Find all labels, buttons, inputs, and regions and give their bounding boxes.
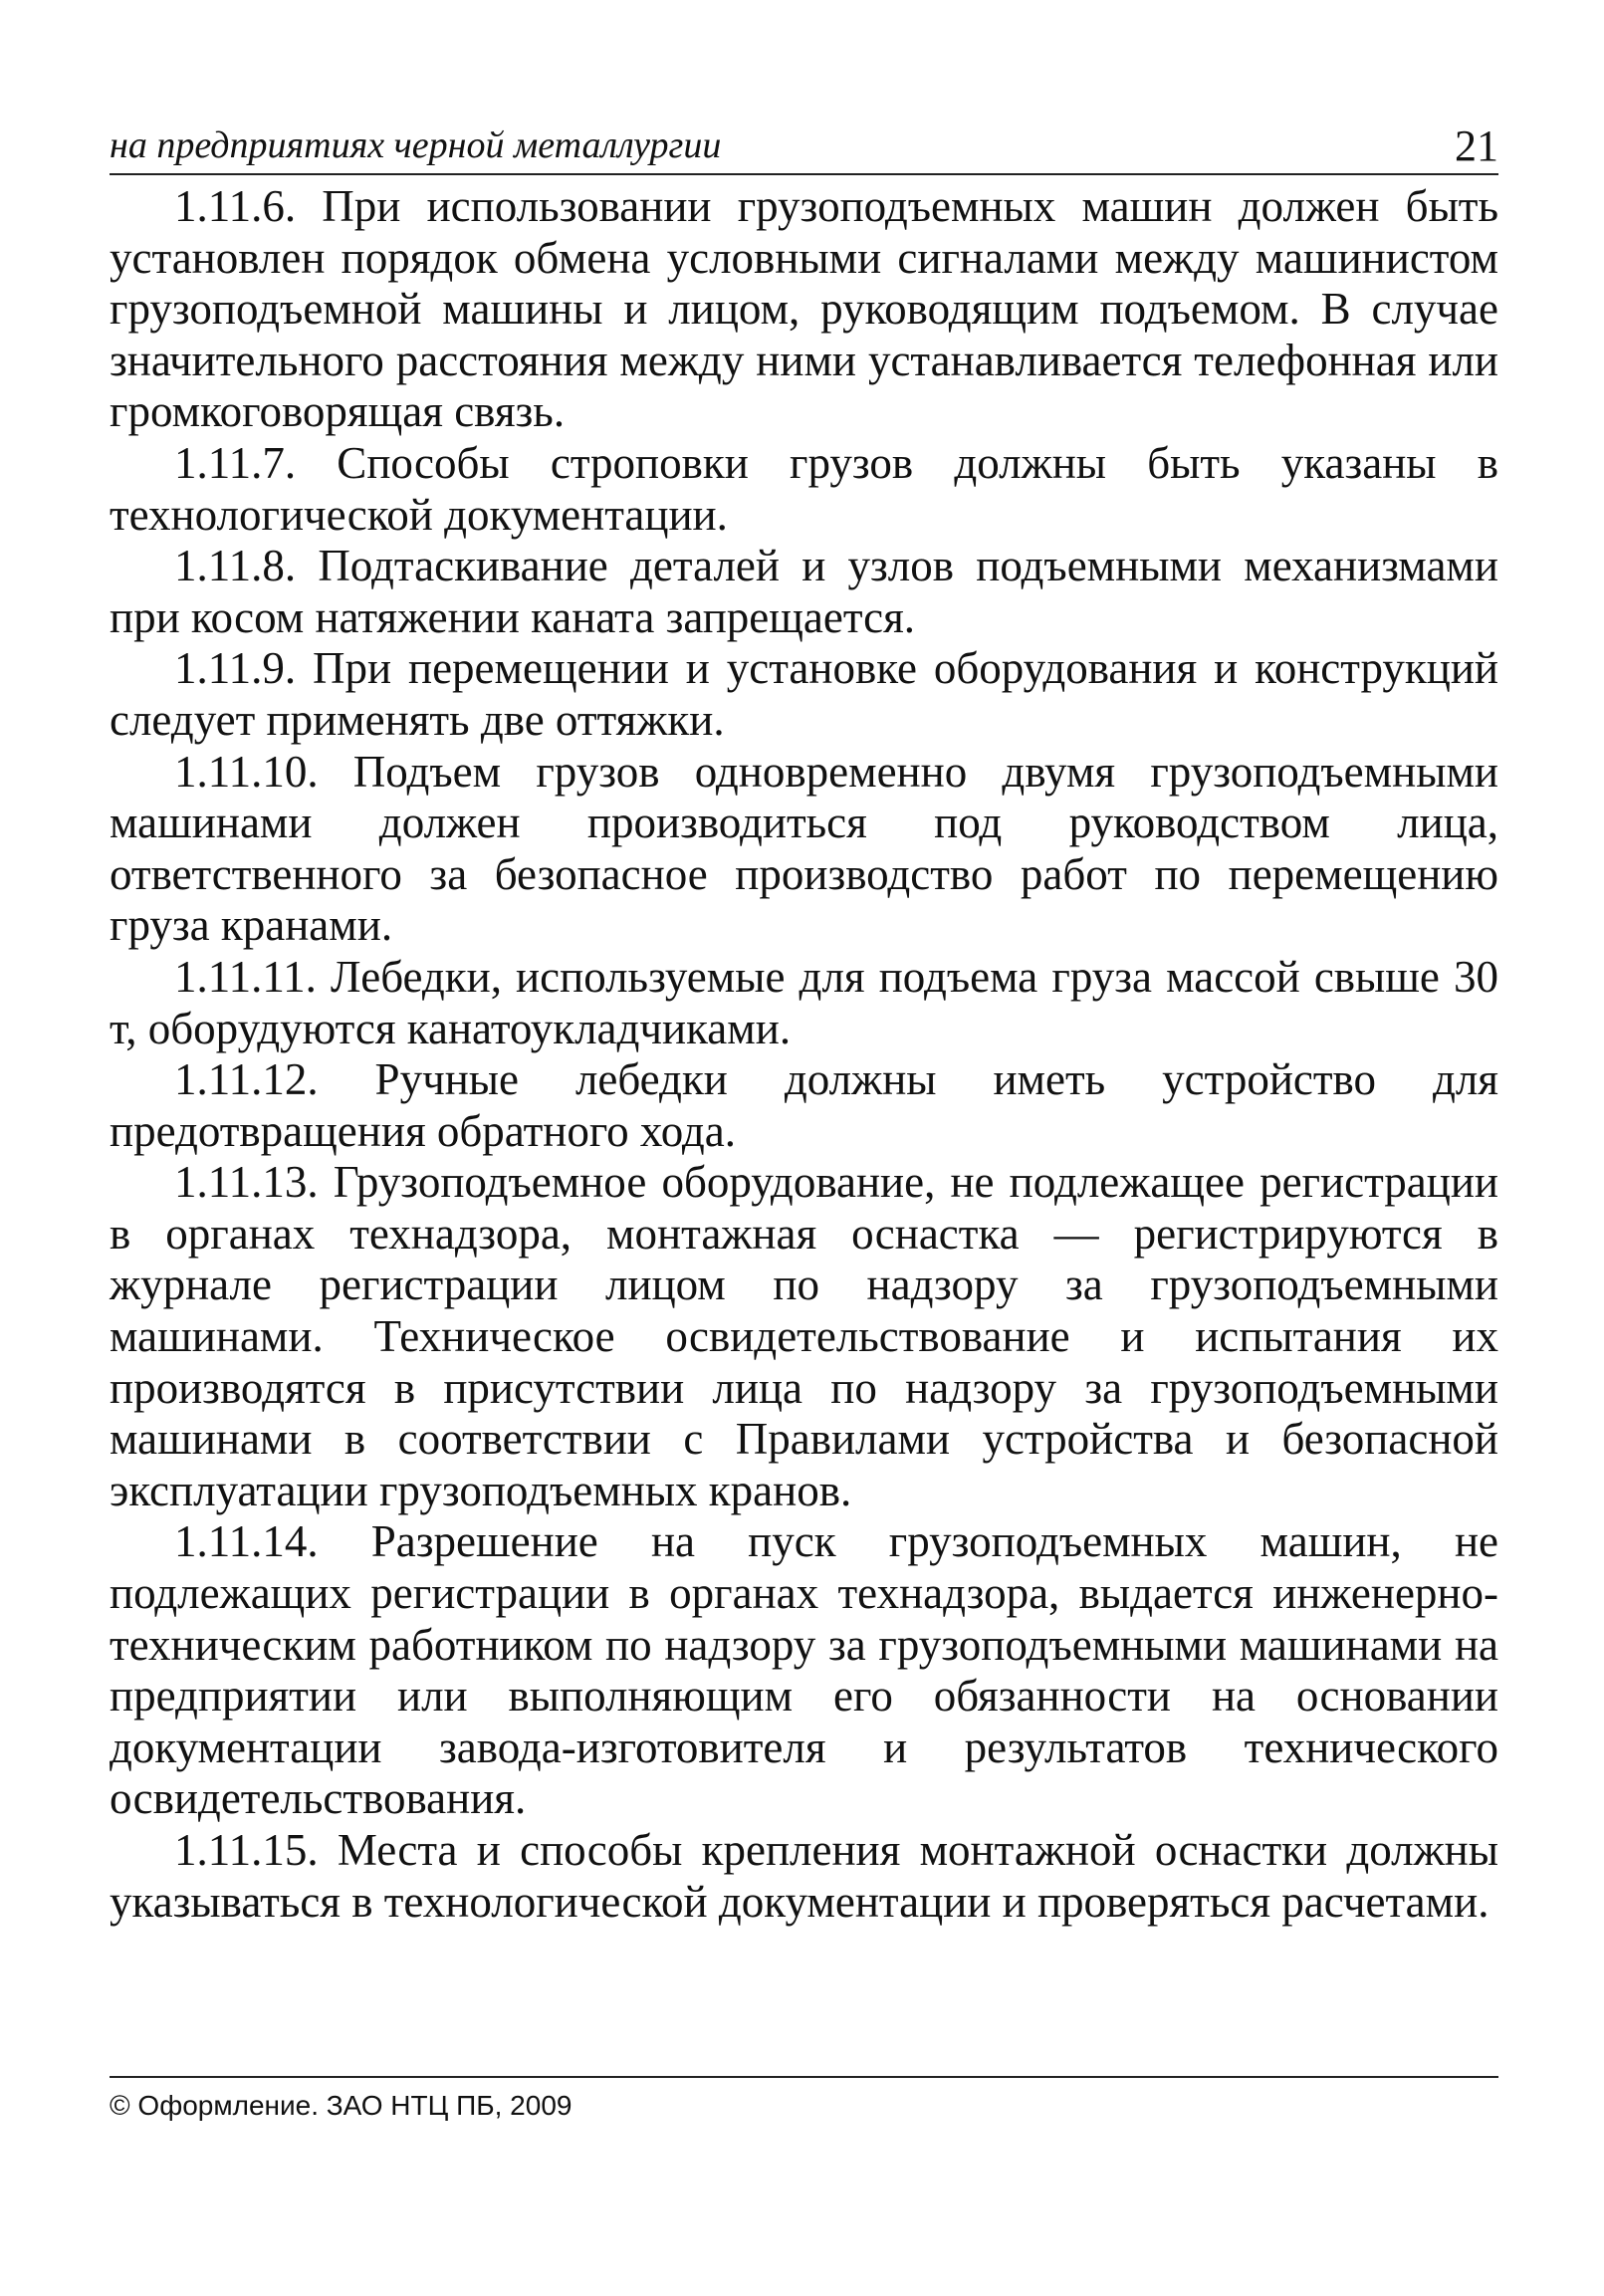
body-text xyxy=(110,181,1498,1928)
page-footer xyxy=(110,2076,1498,2122)
paragraph-1-11-6: 1.11.6. При использовании грузоподъемных машин должен быть установлен порядок обмена условными сигналами между машинистом грузоподъемной машины и лицом, руководящим подъемом. В случае значительного расстояния между ними устанавливается телефонная или громкоговорящая связь. xyxy=(110,181,1498,437)
paragraph-1-11-10: 1.11.10. Подъем грузов одновременно двумя грузоподъемными машинами должен производиться под руководством лица, ответственного за безопасное производство работ по перемещению груза кранами. xyxy=(110,746,1498,951)
running-title: на предприятиях черной металлургии xyxy=(110,124,722,166)
page-header xyxy=(110,112,1498,175)
paragraph-1-11-13: 1.11.13. Грузоподъемное оборудование, не подлежащее регистрации в органах технадзора, монтажная оснастка — регистрируются в журнале регистрации лицом по надзору за грузоподъемными машинами. Техническое освидетельствование и испытания их производятся в присутствии лица по надзору за грузоподъемными машинами в соответствии с Правилами устройства и безопасной эксплуатации грузоподъемных кранов. xyxy=(110,1157,1498,1515)
copyright-notice: © Оформление. ЗАО НТЦ ПБ, 2009 xyxy=(110,2090,573,2121)
paragraph-1-11-14: 1.11.14. Разрешение на пуск грузоподъемных машин, не подлежащих регистрации в органах технадзора, выдается инженерно-техническим работником по надзору за грузоподъемными машинами на предприятии или выполняющим его обязанности на основании документации завода-изготовителя и результатов технического освидетельствования. xyxy=(110,1516,1498,1824)
paragraph-1-11-8: 1.11.8. Подтаскивание деталей и узлов подъемными механизмами при косом натяжении каната запрещается. xyxy=(110,541,1498,642)
paragraph-1-11-9: 1.11.9. При перемещении и установке оборудования и конструкций следует применять две оттяжки. xyxy=(110,643,1498,745)
paragraph-1-11-12: 1.11.12. Ручные лебедки должны иметь устройство для предотвращения обратного хода. xyxy=(110,1054,1498,1156)
paragraph-1-11-11: 1.11.11. Лебедки, используемые для подъема груза массой свыше 30 т, оборудуются канатоукладчиками. xyxy=(110,951,1498,1053)
page-number: 21 xyxy=(1455,121,1498,170)
paragraph-1-11-15: 1.11.15. Места и способы крепления монтажной оснастки должны указываться в технологической документации и проверяться расчетами. xyxy=(110,1825,1498,1927)
paragraph-1-11-7: 1.11.7. Способы строповки грузов должны быть указаны в технологической документации. xyxy=(110,437,1498,540)
document-page xyxy=(110,112,1498,2252)
